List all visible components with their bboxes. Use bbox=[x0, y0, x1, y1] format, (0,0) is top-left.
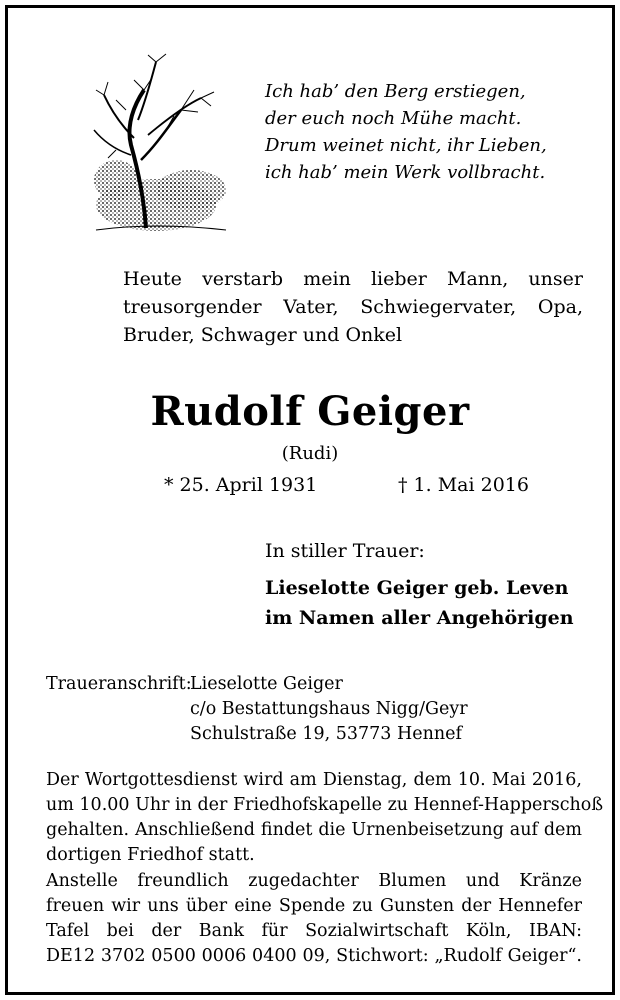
deceased-nickname: (Rudi) bbox=[281, 443, 339, 464]
obituary-notice bbox=[5, 5, 615, 995]
service-line: gehalten. Anschließend findet die Urnenbeisetzung auf dem bbox=[46, 820, 582, 840]
mourner-line: im Namen aller Angehörigen bbox=[265, 607, 574, 629]
donation-paragraph bbox=[46, 869, 582, 969]
poem bbox=[265, 78, 547, 186]
mourner-line: Lieselotte Geiger geb. Leven bbox=[265, 577, 569, 599]
service-line: um 10.00 Uhr in der Friedhofskapelle zu Hennef-Happerschoß bbox=[46, 795, 604, 815]
mourners bbox=[265, 573, 574, 633]
address-line: Schulstraße 19, 53773 Hennef bbox=[190, 724, 462, 744]
announcement-line: Bruder, Schwager und Onkel bbox=[123, 324, 403, 346]
poem-line: Ich hab’ den Berg erstiegen, bbox=[265, 81, 526, 102]
donation-line: Anstelle freundlich zugedachter Blumen und Kränze bbox=[46, 871, 582, 891]
announcement-line: Heute verstarb mein lieber Mann, unser bbox=[123, 268, 583, 290]
announcement-line: treusorgender Vater, Schwiegervater, Opa, bbox=[123, 296, 583, 318]
mourning-heading: In stiller Trauer: bbox=[265, 540, 425, 562]
address-label: Traueranschrift: bbox=[46, 674, 192, 694]
birth-date: * 25. April 1931 bbox=[164, 474, 318, 496]
donation-line: Tafel bei der Bank für Sozialwirtschaft Köln, IBAN: bbox=[46, 921, 582, 941]
address-line: Lieselotte Geiger bbox=[190, 674, 343, 694]
donation-line: DE12 3702 0500 0006 0400 09, Stichwort: „Rudolf Geiger“. bbox=[46, 946, 582, 966]
poem-line: der euch noch Mühe macht. bbox=[265, 108, 522, 129]
service-line: dortigen Friedhof statt. bbox=[46, 845, 255, 865]
poem-line: ich hab’ mein Werk vollbracht. bbox=[265, 162, 546, 183]
address-line: c/o Bestattungshaus Nigg/Geyr bbox=[190, 699, 468, 719]
donation-line: freuen wir uns über eine Spende zu Gunsten der Hennefer bbox=[46, 896, 582, 916]
deceased-name: Rudolf Geiger bbox=[150, 388, 470, 435]
poem-line: Drum weinet nicht, ihr Lieben, bbox=[265, 135, 547, 156]
service-paragraph bbox=[46, 768, 604, 868]
tree-icon bbox=[86, 50, 236, 240]
service-line: Der Wortgottesdienst wird am Dienstag, dem 10. Mai 2016, bbox=[46, 770, 582, 790]
announcement-text bbox=[123, 265, 583, 349]
death-date: † 1. Mai 2016 bbox=[398, 474, 529, 496]
